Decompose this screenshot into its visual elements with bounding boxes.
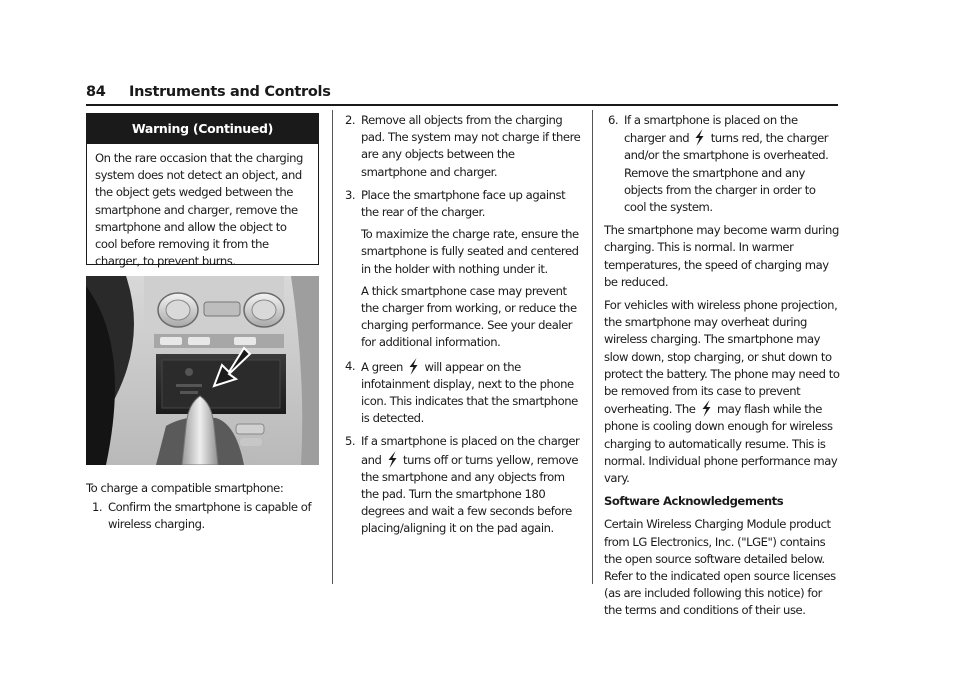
charging-intro: To charge a compatible smartphone: <box>86 481 284 495</box>
step-number: 5. <box>345 434 356 449</box>
step-number: 6. <box>608 113 619 127</box>
step-text: Remove all objects from the charging pad. The system may not charge if there are any objects between the smartphone and charger. <box>361 113 581 179</box>
list-item <box>92 499 326 533</box>
step-number: 4. <box>345 358 356 373</box>
step-number: 1. <box>92 500 103 515</box>
lightning-bolt-icon <box>701 400 712 417</box>
paragraph: The smartphone may become warm during charging. This is normal. In warmer temperatures, the speed of charging may be reduced. <box>604 223 839 289</box>
list-item <box>345 112 583 181</box>
subheading: Software Acknowledgements <box>604 494 784 509</box>
paragraph: Certain Wireless Charging Module product from LG Electronics, Inc. ("LGE") contains the open source software detailed below. Refer to the indicated open source licenses (as are included following this notice) for the terms and conditions of their use. <box>604 517 836 618</box>
list-item <box>345 358 583 428</box>
step-text: turns red, the charger and/or the smartphone is overheated. Remove the smartphone and any objects from the charger in order to cool the system. <box>624 131 829 215</box>
column-2 <box>345 112 583 544</box>
warning-text: On the rare occasion that the charging system does not detect an object, and the object gets wedged between the smartphone and charger, remove the smartphone and allow the object to cool before removing it from the charger, to prevent burns. <box>95 151 303 269</box>
column-3 <box>604 112 840 626</box>
column-divider <box>332 110 333 584</box>
column-divider <box>592 110 593 584</box>
step-subtext: To maximize the charge rate, ensure the smartphone is fully seated and centered in the holder with nothing under it. <box>361 227 579 276</box>
step-text: If a smartphone is placed on the charger and <box>624 113 798 146</box>
column-1 <box>86 480 326 540</box>
step-text: will appear on the infotainment display, next to the phone icon. This indicates that the smartphone is detected. <box>361 359 578 426</box>
step-number: 3. <box>345 187 356 202</box>
list-item <box>345 187 583 352</box>
page-header <box>86 84 838 106</box>
step-text: A green <box>361 359 403 374</box>
lightning-bolt-icon <box>387 451 398 468</box>
lightning-bolt-icon <box>694 129 705 146</box>
paragraph-text: may flash while the phone is cooling down enough for wireless charging to automatically resume. This is normal. Individual phone performance may vary. <box>604 402 838 486</box>
list-item <box>345 433 583 537</box>
header-rule <box>86 104 838 106</box>
step-text: turns off or turns yellow, remove the smartphone and any objects from the pad. Turn the smartphone 180 degrees and wait a few seconds before placing/aligning it on the pad again. <box>361 452 579 536</box>
wireless-charger-photo <box>86 276 319 465</box>
warning-box <box>86 113 319 269</box>
step-text: Place the smartphone face up against the rear of the charger. <box>361 187 566 220</box>
step-number: 2. <box>345 113 356 127</box>
page-number: 84 <box>86 84 106 100</box>
warning-title: Warning (Continued) <box>87 114 318 144</box>
paragraph-text: For vehicles with wireless phone projection, the smartphone may overheat during wireless charging. The smartphone may slow down, stop charging, or shut down to protect the battery. The phone may need to be removed from its case to prevent overheating. The <box>604 298 840 417</box>
step-subtext: A thick smartphone case may prevent the charger from working, or reduce the charging performance. See your dealer for additional information. <box>361 283 577 350</box>
paragraph <box>604 297 840 487</box>
lightning-bolt-icon <box>408 358 419 375</box>
step-text: If a smartphone is placed on the charger and <box>361 434 580 467</box>
charging-pad-photo-icon <box>86 276 319 465</box>
section-title: Instruments and Controls <box>129 84 331 100</box>
step-text: Confirm the smartphone is capable of wireless charging. <box>108 500 312 532</box>
list-item <box>608 112 840 216</box>
